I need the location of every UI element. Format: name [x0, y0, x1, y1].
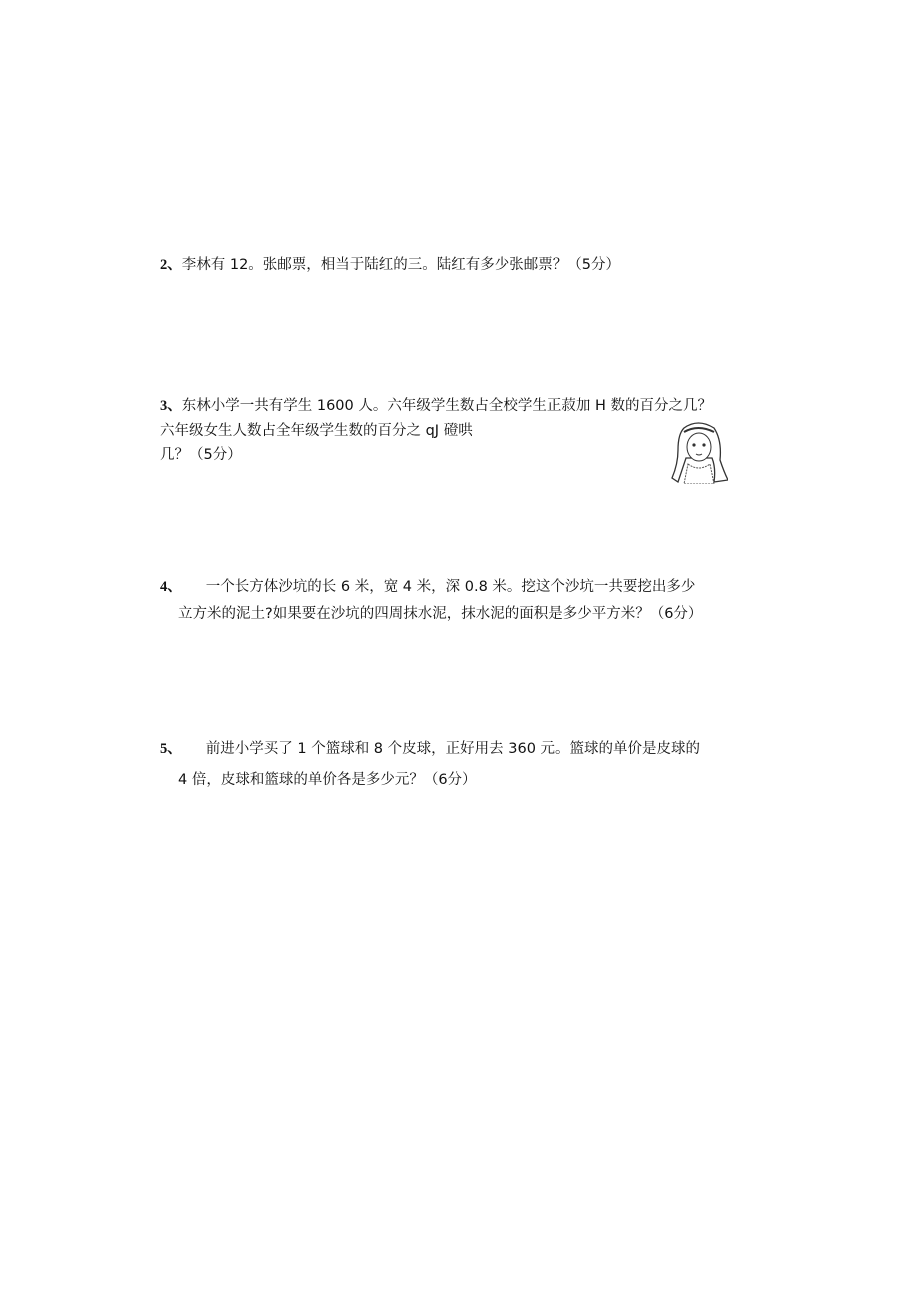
question-3-line-2: 六年级女生人数占全年级学生数的百分之 qJ 磴哄 — [160, 423, 473, 439]
question-2 — [160, 256, 620, 274]
question-number: 4、 — [160, 579, 182, 595]
question-5-line-2: 4 倍，皮球和篮球的单价各是多少元？（6分） — [178, 772, 477, 788]
question-text: 前进小学买了 1 个篮球和 8 个皮球，正好用去 360 元。篮球的单价是皮球的 — [205, 741, 701, 757]
question-number: 2、 — [160, 257, 182, 273]
question-3 — [160, 397, 712, 415]
question-4-line-2: 立方米的泥土?如果要在沙坑的四周抹水泥，抹水泥的面积是多少平方米？（6分） — [178, 606, 703, 622]
question-text: 一个长方体沙坑的长 6 米，宽 4 米，深 0.8 米。挖这个沙坑一共要挖出多少 — [205, 579, 696, 595]
question-number: 3、 — [160, 398, 182, 414]
question-text: 东林小学一共有学生 1600 人。六年级学生数占全校学生正菽加 H 数的百分之几？ — [181, 398, 712, 414]
girl-illustration — [670, 420, 728, 484]
question-3-line-3: 几？（5分） — [160, 447, 242, 463]
question-number: 5、 — [160, 741, 182, 757]
question-4 — [160, 578, 695, 596]
question-5 — [160, 740, 700, 758]
question-text: 李林有 12。张邮票，相当于陆红的三。陆红有多少张邮票？（5分） — [181, 257, 621, 273]
